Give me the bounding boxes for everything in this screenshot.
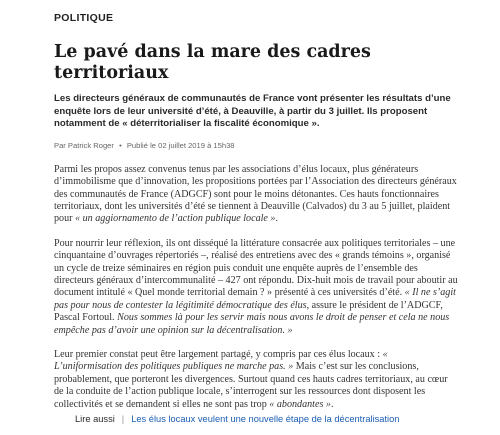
- paragraph-3-text-2: Mais c’est sur les conclusions, probablement, que porteront les divergences. Surtout quand ces hauts cadres territoriaux, au cœur de la conduite de l’action publique locale, s’interrogent sur les ressources dont disposent les collectivités et se demandent si elles ne sont pas trop: [54, 361, 448, 410]
- paragraph-1-end: .: [275, 213, 279, 225]
- related-divider: |: [121, 414, 125, 424]
- paragraph-2-quote-1: « Il ne s’agit pas pour nous de contester la légitimité démocratique des élus: [54, 287, 456, 311]
- article-title: Le pavé dans la mare des cadres territoriaux: [54, 42, 371, 83]
- paragraph-1-text: Parmi les propos assez convenus tenus par les associations d’élus locaux, plus générateurs d’immobilisme que d’innovation, les propositions portées par l’Association des directeurs généraux des communautés de France (ADGCF) sont pour le moins détonantes. Ces hauts fonctionnaires territoriaux, dont les universités d’été se tiennent à Deauville (Calvados) du 3 au 5 juillet, plaident pour: [54, 163, 457, 225]
- author[interactable]: Par Patrick Roger: [54, 140, 114, 150]
- paragraph-3-text: Leur premier constat peut être largement partagé, y compris par ces élus locaux :: [54, 349, 383, 361]
- related-label: Lire aussi: [75, 414, 115, 424]
- article: [54, 10, 458, 423]
- paragraph-3-quote-2: « abondantes »: [269, 398, 331, 410]
- related-article: [75, 414, 399, 424]
- paragraph-3-end: .: [330, 398, 334, 410]
- paragraph-1: [54, 164, 458, 226]
- article-lede: Les directeurs généraux de communautés de France vont présenter les résultats d’une enquête lors de leur université d’été, à Deauville, à partir du 3 juillet. Ils proposent notamment de « déterritorialiser la fiscalité économique ».: [54, 93, 451, 130]
- paragraph-2-quote-2: Nous sommes là pour les servir mais nous avons le droit de penser et cela ne nous empêche pas d’avoir une opinion sur la décentralisation. »: [54, 312, 450, 336]
- paragraph-2-text: Pour nourrir leur réflexion, ils ont disséqué la littérature consacrée aux politiques territoriales – une cinquantaine d’ouvrages répertoriés –, réalisé des entretiens avec des « grands témoins », organisé un cycle de treize séminaires en région puis conduit une enquête auprès de l’ensemble des directeurs généraux d’intercommunalité – 427 ont répondu. Dix-huit mois de travail pour aboutir au document intitulé « Quel monde territorial demain ? » présenté à ces universités d’été.: [54, 237, 458, 299]
- paragraph-1-quote: « un aggiornamento de l’action publique locale »: [75, 213, 276, 225]
- paragraph-3: [54, 349, 458, 411]
- paragraph-3-quote-1: « L’uniformisation des politiques publiques ne marche pas. »: [54, 349, 388, 373]
- section-label[interactable]: POLITIQUE: [54, 12, 114, 24]
- paragraph-2: [54, 238, 458, 337]
- publish-date: Publié le 02 juillet 2019 à 15h38: [126, 140, 235, 150]
- related-link[interactable]: Les élus locaux veulent une nouvelle étape de la décentralisation: [131, 414, 400, 424]
- byline: [54, 141, 458, 150]
- paragraph-2-attribution: , assure le président de l’ADGCF, Pascal Fortoul.: [54, 299, 443, 324]
- byline-separator: •: [119, 140, 122, 150]
